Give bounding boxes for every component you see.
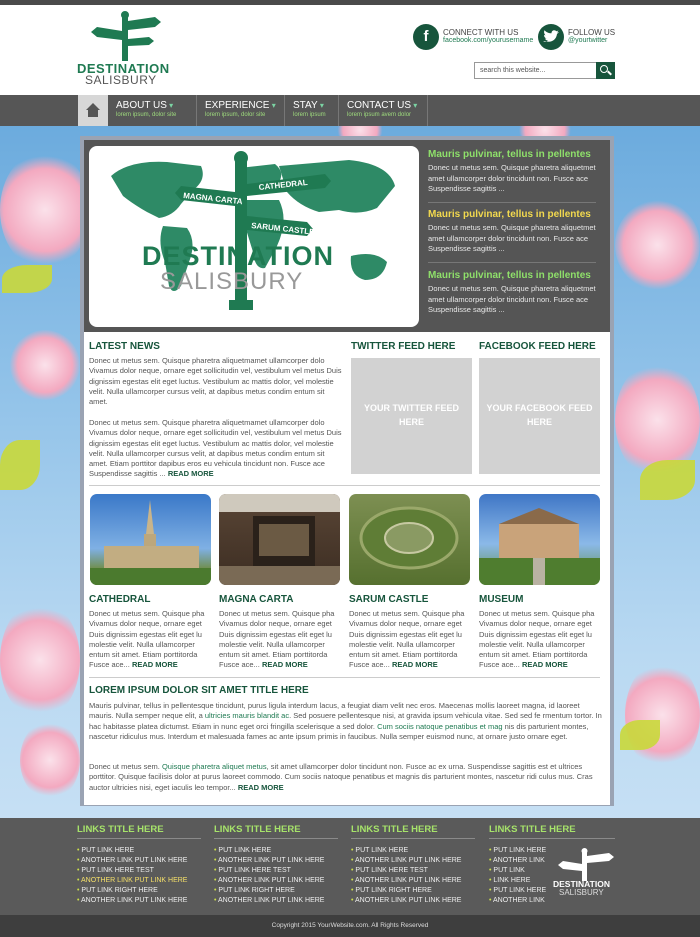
feature-body-cathedral: Donec ut metus sem. Quisque pha Vivamus dolor neque, ornare eget Duis dignissim egestas elit eget lu molestie velit. Nulla ullamcorper entum sit amet. Etiam porttitorda Fusce ace... READ MORE (89, 609, 205, 670)
hero-divider (428, 202, 596, 203)
main-nav (0, 95, 700, 126)
logo-word-destination: DESTINATION (77, 61, 170, 76)
nav-item-about[interactable] (108, 95, 197, 126)
nav-about-label: ABOUT US (116, 100, 167, 111)
nav-experience-label: EXPERIENCE (205, 100, 270, 111)
footer-link[interactable]: • ANOTHER LINK PUT LINK HERE (351, 897, 462, 904)
read-more-link[interactable]: READ MORE (521, 660, 568, 670)
sign-cathedral: CATHEDRAL (258, 177, 309, 192)
hero-divider (428, 262, 596, 263)
footer-link[interactable]: • ANOTHER LINK (489, 857, 545, 864)
twitter-feed-box: YOUR TWITTER FEED HERE (351, 358, 472, 474)
museum-photo[interactable] (479, 494, 600, 585)
footer-col-1-title: LINKS TITLE HERE (77, 824, 164, 835)
feature-title-sarum-castle[interactable]: SARUM CASTLE (349, 594, 429, 605)
footer-link[interactable]: • PUT LINK HERE (214, 847, 272, 854)
read-more-link[interactable]: READ MORE (391, 660, 438, 670)
hero-side-body-2: Donec ut metus sem. Quisque pharetra aliquetmet amet ullamcorper dolor tincidunt non. Fusce ace Suspendisse sagittis ... (428, 223, 596, 253)
logo-word-salisbury: SALISBURY (85, 73, 157, 87)
signpost-icon (553, 848, 618, 882)
nav-stay-label: STAY (293, 100, 318, 111)
copyright-bar (0, 915, 700, 937)
footer-logo-destination: DESTINATION (553, 879, 610, 889)
twitter-handle: @yourtwitter (568, 37, 608, 44)
footer-link[interactable]: • PUT LINK (489, 867, 525, 874)
footer-link[interactable]: • ANOTHER LINK PUT LINK HERE (351, 877, 462, 884)
footer-col-3-title: LINKS TITLE HERE (351, 824, 438, 835)
sarum-castle-photo[interactable] (349, 494, 470, 585)
hero-side-body-3: Donec ut metus sem. Quisque pharetra aliquetmet amet ullamcorper dolor tincidunt non. Fusce ace Suspendisse sagittis ... (428, 284, 596, 314)
footer-col-4-title: LINKS TITLE HERE (489, 824, 576, 835)
footer-link[interactable]: • PUT LINK HERE TEST (214, 867, 291, 874)
nav-contact-sub: lorem ipsum avem dolor (347, 112, 412, 118)
hero-side-title-3[interactable]: Mauris pulvinar, tellus in pellentes (428, 270, 591, 281)
footer-link[interactable]: • ANOTHER LINK PUT LINK HERE (77, 877, 188, 884)
hero-side-title-2[interactable]: Mauris pulvinar, tellus in pellentes (428, 209, 591, 220)
footer-link[interactable]: • ANOTHER LINK PUT LINK HERE (77, 897, 188, 904)
nav-experience-sub: lorem ipsum, dolor site (205, 112, 266, 118)
hero-logo-destination: DESTINATION (142, 241, 334, 271)
footer-link[interactable]: • ANOTHER LINK PUT LINK HERE (214, 877, 325, 884)
footer-col-3-links (351, 846, 461, 906)
feature-title-magna-carta[interactable]: MAGNA CARTA (219, 594, 294, 605)
facebook-feed-box: YOUR FACEBOOK FEED HERE (479, 358, 600, 474)
hero-side-title-1[interactable]: Mauris pulvinar, tellus in pellentes (428, 149, 591, 160)
hero-side-body-1: Donec ut metus sem. Quisque pharetra aliquetmet amet ullamcorper dolor tincidunt non. Fusce ace Suspendisse sagittis ... (428, 163, 596, 193)
latest-news-para-2: Donec ut metus sem. Quisque pharetra aliquetmamet ullamcorper dolo Vivamus dolor neque, ornare eget sollicitudin vel, vestibulum vel metus Duis dignissim egestas elit eget luctus. Vestibulum ac mattis dolor, vel molestie velit. Nulla ullamcorper cursus velit, at dapibus metus condim entum sit amet. Etiam porttitor dapibus eros eu vehicula tincidunt non. Fusce ace Suspendisse sagittis ... READ MORE (89, 418, 342, 479)
footer-link[interactable]: • PUT LINK RIGHT HERE (77, 887, 158, 894)
footer-link[interactable]: • PUT LINK HERE (489, 887, 547, 894)
facebook-feed-title: FACEBOOK FEED HERE (479, 341, 596, 352)
article-link[interactable]: ultricies mauris blandit ac (204, 711, 290, 721)
footer-link[interactable]: • ANOTHER LINK PUT LINK HERE (351, 857, 462, 864)
search-button[interactable] (596, 62, 615, 79)
twitter-link[interactable] (538, 24, 618, 54)
facebook-handle: facebook.com/yourusername (443, 37, 534, 44)
article-link[interactable]: Quisque pharetra aliquet metus (161, 762, 267, 771)
article-title: LOREM IPSUM DOLOR SIT AMET TITLE HERE (89, 685, 309, 696)
home-icon (86, 103, 100, 110)
feature-body-sarum-castle: Donec ut metus sem. Quisque pha Vivamus dolor neque, ornare eget Duis dignissim egestas elit eget lu molestie velit. Nulla ullamcorper entum sit amet. Etiam porttitorda Fusce ace... READ MORE (349, 609, 465, 670)
footer-col-2-title: LINKS TITLE HERE (214, 824, 301, 835)
read-more-link[interactable]: READ MORE (167, 469, 214, 479)
home-button[interactable] (78, 95, 108, 126)
footer-link[interactable]: • PUT LINK RIGHT HERE (351, 887, 432, 894)
twitter-title: FOLLOW US (568, 28, 616, 37)
signpost-icon (91, 11, 161, 63)
hero-image[interactable] (89, 146, 419, 327)
search-input[interactable]: search this website... (480, 67, 546, 74)
read-more-link[interactable]: READ MORE (261, 660, 308, 670)
facebook-icon: f (413, 24, 439, 50)
nav-item-experience[interactable] (197, 95, 285, 126)
read-more-link[interactable]: READ MORE (131, 660, 178, 670)
footer-link[interactable]: • ANOTHER LINK (489, 897, 545, 904)
footer-col-4-links (489, 846, 546, 906)
footer-link[interactable]: • PUT LINK HERE (351, 847, 409, 854)
footer-divider (214, 838, 338, 839)
section-divider (89, 677, 600, 678)
magna-carta-photo[interactable] (219, 494, 340, 585)
sign-magna-carta: MAGNA CARTA (182, 191, 243, 207)
section-divider (89, 485, 600, 486)
footer-link[interactable]: • PUT LINK RIGHT HERE (214, 887, 295, 894)
nav-stay-sub: lorem ipsum (293, 112, 326, 118)
article-para-2: Donec ut metus sem. Quisque pharetra aliquet metus, sit amet ullamcorper dolor tincidunt non. Fusce ac ex urna. Suspendisse sagittis est et ultrices porttitor. Quisque facilisis dolor at purus laoreet commodo. Cum sociis natoque penatibus et magnis dis parturient montes, nascetur ridi culus mus. Cras auctor ultricies nisi, eget iaculis leo tempor... READ MORE (89, 762, 593, 792)
chevron-down-icon: ▾ (411, 101, 418, 110)
footer-divider (489, 838, 615, 839)
twitter-feed-title: TWITTER FEED HERE (351, 341, 456, 352)
feature-title-museum[interactable]: MUSEUM (479, 594, 524, 605)
feature-body-magna-carta: Donec ut metus sem. Quisque pha Vivamus dolor neque, ornare eget Duis dignissim egestas elit eget lu molestie velit. Nulla ullamcorper entum sit amet. Etiam porttitorda Fusce ace... READ MORE (219, 609, 335, 670)
chevron-down-icon: ▾ (166, 101, 174, 110)
hero-logo-salisbury: SALISBURY (160, 268, 304, 295)
article-para-1: Mauris pulvinar, tellus in pellentesque tincidunt, purus ligula interdum lacus, a feugiat diam velit nec eros. Maecenas mollis laoreet magna, id laoreet mauris. Nulla semper neque elit, a ultricies mauris blandit ac. Sed posuere pellentesque nisi, at gravida ipsum vehicula vitae. Sed sed fe rmentum tortor. In hac habitasse platea dictumst. Etiam in nunc eget orci fringilla scelerisque a sed dolor. Cum sociis natoque penatibus et mag nis dis parturient montes, nascetur ridiculus mus. Interdum et malesuada fames ac ante ipsum primis in faucibus. Nulla semper euismod nunc, at ornare justo ornare eget. (89, 701, 602, 741)
read-more-link[interactable]: READ MORE (237, 782, 284, 792)
twitter-icon (538, 24, 564, 50)
footer-link[interactable]: • ANOTHER LINK PUT LINK HERE (77, 857, 188, 864)
footer-link[interactable]: • LINK HERE (489, 877, 531, 884)
facebook-link[interactable] (413, 24, 534, 54)
cathedral-photo[interactable] (90, 494, 211, 585)
footer-link[interactable]: • ANOTHER LINK PUT LINK HERE (214, 857, 325, 864)
nav-item-stay[interactable] (285, 95, 339, 126)
nav-item-contact[interactable] (339, 95, 428, 126)
chevron-down-icon: ▾ (317, 101, 324, 110)
feature-body-museum: Donec ut metus sem. Quisque pha Vivamus dolor neque, ornare eget Duis dignissim egestas elit eget lu molestie velit. Nulla ullamcorper entum sit amet. Etiam porttitorda Fusce ace... READ MORE (479, 609, 595, 670)
latest-news-para-1: Donec ut metus sem. Quisque pharetra aliquetmamet ullamcorper dolo Vivamus dolor neque, ornare eget sollicitudin vel, vestibulum vel metus Duis dignissim egestas elit eget luctus. Vestibulum ac mattis dolor, vel molestie velit. Nulla ullamcorper cursus velit, at dapibus metus condim entum sit amet. (89, 356, 342, 407)
footer-link[interactable]: • ANOTHER LINK PUT LINK HERE (214, 897, 325, 904)
footer-divider (77, 838, 201, 839)
footer-col-2-links (214, 846, 324, 906)
footer-link[interactable]: • PUT LINK HERE (489, 847, 547, 854)
facebook-title: CONNECT WITH US (443, 28, 519, 37)
nav-about-sub: lorem ipsum, dolor site (116, 112, 177, 118)
footer-logo[interactable] (553, 848, 618, 908)
feature-title-cathedral[interactable]: CATHEDRAL (89, 594, 151, 605)
latest-news-title: LATEST NEWS (89, 341, 160, 352)
footer-link[interactable]: • PUT LINK HERE TEST (351, 867, 428, 874)
footer-link[interactable]: • PUT LINK HERE TEST (77, 867, 154, 874)
chevron-down-icon: ▾ (269, 101, 276, 110)
site-header (0, 5, 700, 95)
search-box[interactable] (474, 62, 615, 79)
article-link[interactable]: Cum sociis natoque penatibus et mag (377, 721, 503, 731)
footer-link[interactable]: • PUT LINK HERE (77, 847, 135, 854)
world-map-graphic (89, 146, 419, 327)
footer-logo-salisbury: SALISBURY (559, 888, 604, 897)
footer-col-1-links (77, 846, 187, 906)
sign-sarum-castle: SARUM CASTLE (250, 221, 315, 237)
footer-divider (351, 838, 475, 839)
copyright-text: Copyright 2015 YourWebsite.com. All Rights Reserved (271, 922, 429, 929)
nav-contact-label: CONTACT US (347, 100, 412, 111)
site-logo[interactable] (77, 11, 173, 95)
